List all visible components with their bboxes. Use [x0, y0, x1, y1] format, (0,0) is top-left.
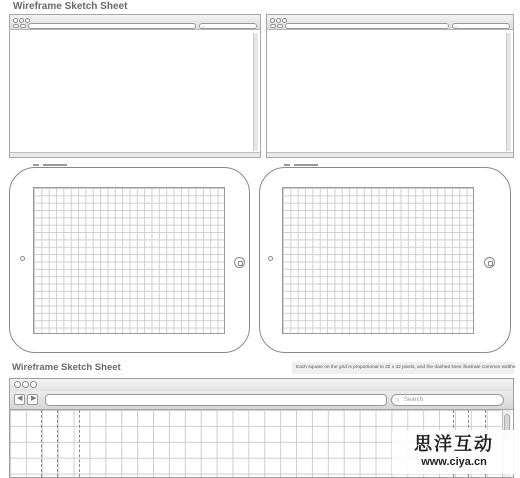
tablet-grid-screen [282, 187, 474, 334]
back-arrow-icon: ◀ [17, 395, 23, 402]
search-field[interactable] [391, 394, 504, 406]
section-title: Wireframe Sketch Sheet [12, 362, 121, 373]
address-bar[interactable] [285, 23, 449, 29]
home-button-icon[interactable] [484, 257, 495, 268]
forward-button[interactable] [20, 24, 26, 28]
search-field[interactable] [452, 23, 510, 29]
tablet-wireframe-left [9, 167, 250, 353]
tablet-grid-screen [33, 187, 225, 334]
window-control-dot[interactable] [14, 381, 21, 388]
back-button[interactable] [13, 24, 19, 28]
browser-wireframe-right [266, 14, 514, 158]
search-icon: ○ [395, 397, 400, 404]
window-control-dot[interactable] [30, 381, 37, 388]
scrollbar[interactable] [506, 33, 511, 151]
back-button[interactable] [14, 394, 25, 405]
home-button-icon[interactable] [234, 257, 245, 268]
watermark-url: www.ciya.cn [421, 456, 487, 468]
forward-button[interactable] [277, 24, 283, 28]
common-width-guide [57, 410, 58, 477]
page-title: Wireframe Sketch Sheet [13, 1, 128, 12]
status-bar [267, 152, 513, 157]
forward-arrow-icon: ▶ [31, 395, 37, 402]
address-bar[interactable] [45, 394, 387, 406]
tablet-button-mark [294, 164, 318, 166]
common-width-guide [41, 410, 42, 477]
watermark [392, 430, 516, 474]
search-placeholder: Search [404, 397, 424, 403]
browser-wireframe-left [9, 14, 261, 158]
tablet-wireframe-right [259, 167, 511, 353]
tablet-button-mark [33, 164, 39, 166]
window-control-dot[interactable] [276, 18, 281, 23]
forward-button[interactable] [27, 394, 38, 405]
back-button[interactable] [270, 24, 276, 28]
camera-icon [20, 256, 25, 261]
tablet-button-mark [43, 164, 67, 166]
camera-icon [268, 256, 273, 261]
search-field[interactable] [199, 23, 257, 29]
window-control-dot[interactable] [19, 18, 24, 23]
window-control-dot[interactable] [13, 18, 18, 23]
status-bar [10, 152, 260, 157]
window-control-dot[interactable] [270, 18, 275, 23]
browser-toolbar [10, 391, 513, 410]
search-icon: ○ [455, 25, 459, 29]
common-width-guide [79, 410, 80, 477]
window-control-dot[interactable] [22, 381, 29, 388]
tablet-button-mark [284, 164, 290, 166]
browser-toolbar [267, 15, 513, 30]
browser-toolbar [10, 15, 260, 30]
scrollbar[interactable] [253, 33, 258, 151]
grid-note: Each square on the grid is proportional to 32 x 32 pixels, and the dashed lines illustrate common widths. [292, 362, 514, 374]
search-icon: ○ [202, 25, 206, 29]
watermark-text: 思洋互动 [414, 434, 494, 455]
address-bar[interactable] [28, 23, 196, 29]
